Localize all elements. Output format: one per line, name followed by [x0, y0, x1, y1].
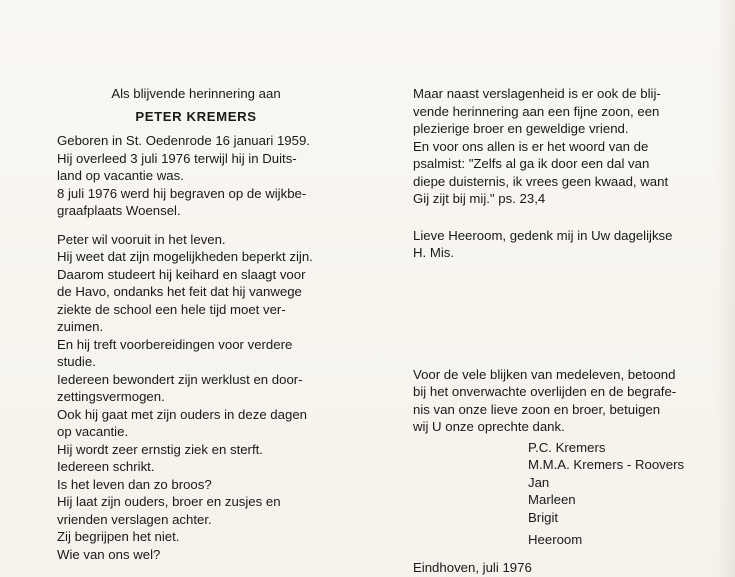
- story-line: Is het leven dan zo broos?: [57, 476, 212, 492]
- story-line: vrienden verslagen achter.: [57, 511, 212, 527]
- thanks-line: wij U onze oprechte dank.: [413, 419, 565, 434]
- prayer-line: Lieve Heeroom, gedenk mij in Uw dagelijkse: [413, 227, 673, 243]
- story-line: Hij weet dat zijn mogelijkheden beperkt zijn.: [57, 249, 313, 264]
- card-edge-shadow: [717, 0, 735, 577]
- story-line: Iedereen schrikt.: [57, 459, 155, 474]
- signature-heeroom: Heeroom: [528, 532, 583, 548]
- intro-text: Als blijvende herinnering aan: [111, 86, 281, 101]
- right-column: [413, 85, 703, 577]
- memory-line: Maar naast verslagenheid is er ook de blij-: [413, 86, 661, 101]
- story-line: zettingsvermogen.: [57, 389, 165, 404]
- bio-line: land op vacantie was.: [57, 168, 184, 183]
- story-line: Ook hij gaat met zijn ouders in deze dagen: [57, 406, 307, 422]
- place-and-date: Eindhoven, juli 1976: [413, 560, 532, 576]
- memory-line: plezierige broer en geweldige vriend.: [413, 121, 629, 136]
- memory-line: diepe duisternis, ik vrees geen kwaad, want: [413, 173, 669, 189]
- story-line: de Havo, ondanks het feit dat hij vanwege: [57, 284, 302, 299]
- story-line: Daarom studeert hij keihard en slaagt voor: [57, 266, 306, 282]
- biography: [57, 132, 335, 220]
- signature-name: Jan: [528, 474, 550, 490]
- left-column: [57, 85, 335, 563]
- signature-name: Brigit: [528, 509, 559, 525]
- life-story: [57, 231, 335, 564]
- thanks-line: Voor de vele blijken van medeleven, betoond: [413, 366, 676, 382]
- story-line: op vacantie.: [57, 424, 129, 439]
- story-line: Peter wil vooruit in het leven.: [57, 231, 226, 247]
- memory-line: En voor ons allen is er het woord van de: [413, 138, 649, 154]
- memory-line: psalmist: "Zelfs al ga ik door een dal van: [413, 156, 650, 171]
- bio-line: Geboren in St. Oedenrode 16 januari 1959.: [57, 133, 310, 148]
- story-line: Hij wordt zeer ernstig ziek en sterft.: [57, 441, 263, 457]
- memory-line: Gij zijt bij mij." ps. 23,4: [413, 191, 546, 206]
- thanks-line: nis van onze lieve zoon en broer, betuigen: [413, 401, 661, 417]
- memory-line: vende herinnering aan een fijne zoon, een: [413, 103, 660, 119]
- signatures: [528, 439, 703, 550]
- story-line: ziekte de school een hele tijd moet ver-: [57, 301, 286, 317]
- signature-name: M.M.A. Kremers - Roovers: [528, 457, 685, 473]
- signature-name: Marleen: [528, 492, 576, 508]
- memory-paragraph: [413, 85, 703, 208]
- story-line: Wie van ons wel?: [57, 546, 161, 562]
- deceased-name: PETER KREMERS: [135, 108, 257, 124]
- story-line: Hij laat zijn ouders, broer en zusjes en: [57, 494, 281, 509]
- bio-line: graafplaats Woensel.: [57, 203, 181, 218]
- thanks-line: bij het onverwachte overlijden en de begrafe-: [413, 384, 677, 399]
- story-line: studie.: [57, 354, 96, 369]
- prayer-request: [413, 227, 703, 262]
- prayer-line: H. Mis.: [413, 245, 455, 260]
- story-line: Iedereen bewondert zijn werklust en door-: [57, 371, 303, 387]
- bio-line: Hij overleed 3 juli 1976 terwijl hij in Duits-: [57, 150, 297, 166]
- story-line: Zij begrijpen het niet.: [57, 529, 180, 544]
- thanks-paragraph: [413, 366, 703, 436]
- signature-name: P.C. Kremers: [528, 439, 606, 455]
- story-line: zuimen.: [57, 319, 104, 334]
- bio-line: 8 juli 1976 werd hij begraven op de wijkbe-: [57, 185, 307, 201]
- story-line: En hij treft voorbereidingen voor verdere: [57, 336, 293, 352]
